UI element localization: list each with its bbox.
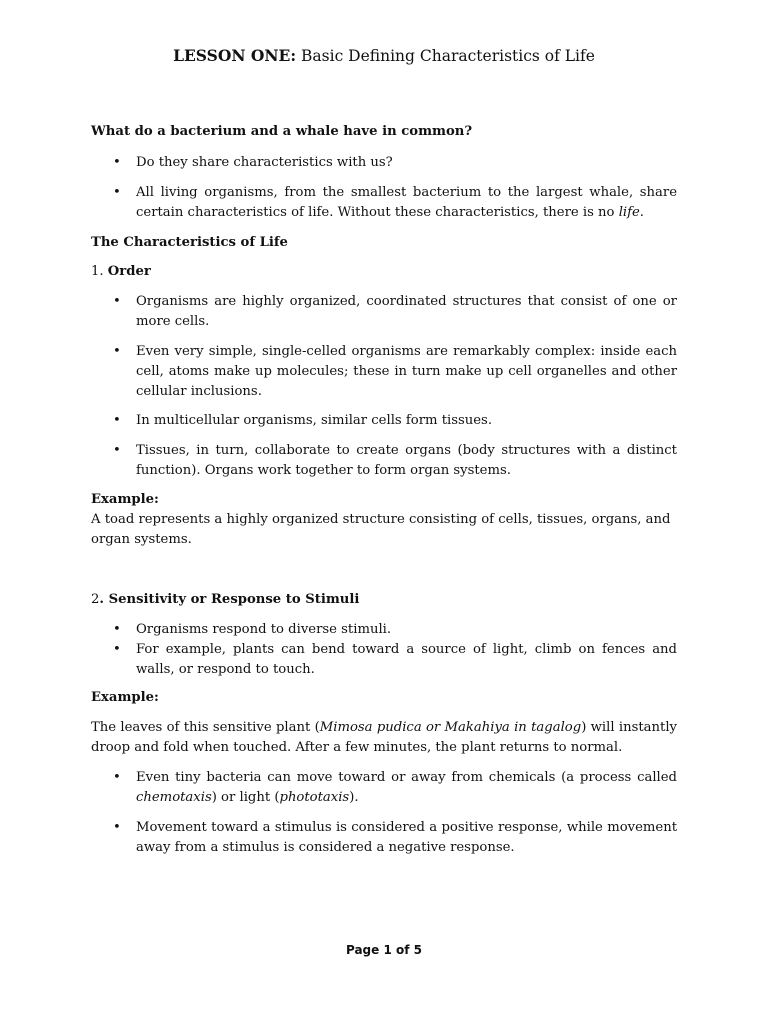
of-word: of	[391, 943, 414, 957]
section-heading-characteristics: The Characteristics of Life	[91, 235, 288, 250]
bullet-glyph: •	[113, 443, 121, 458]
bullet-glyph: •	[113, 294, 121, 309]
section-title: Order	[107, 264, 151, 279]
bullet-glyph: •	[113, 185, 121, 200]
bullet-text-mid: ) or light (	[211, 790, 280, 805]
bullet-text: Even very simple, single-celled organisms are remarkably complex: inside each cell, atoms make up molecules; these in turn make up cell organelles and other cellular inclusions.	[136, 344, 677, 399]
bullet-text: Do they share characteristics with us?	[136, 155, 393, 170]
lesson-title-text: Basic Defining Characteristics of Life	[296, 47, 595, 65]
bullet-glyph: •	[113, 622, 121, 637]
bullet-glyph: •	[113, 344, 121, 359]
page-word: Page	[345, 943, 384, 957]
life-word: life.	[618, 205, 645, 220]
bullet-text	[136, 768, 677, 808]
example-text: A toad represents a highly organized structure consisting of cells, tissues, organs, and organ systems.	[91, 512, 671, 547]
section-title: . Sensitivity or Response to Stimuli	[99, 592, 360, 607]
example-text-pre: The leaves of this sensitive plant (	[91, 720, 320, 735]
bullet-glyph: •	[113, 770, 121, 785]
bullet-text: In multicellular organisms, similar cells form tissues.	[136, 413, 493, 428]
section-number: 2	[91, 592, 100, 607]
term-phototaxis: phototaxis	[279, 790, 350, 805]
bullet-glyph: •	[113, 642, 121, 657]
bullet-text: For example, plants can bend toward a source of light, climb on fences and walls, or respond to touch.	[136, 642, 677, 677]
bullet-glyph: •	[113, 413, 121, 428]
bullet-glyph: •	[113, 820, 121, 835]
bullet-text-pre: Even tiny bacteria can move toward or away from chemicals (a process called	[136, 770, 677, 785]
page-footer	[0, 943, 768, 957]
species-name: Mimosa pudica or Makahiya in tagalog	[319, 720, 582, 735]
term-chemotaxis: chemotaxis	[136, 790, 212, 805]
bullet-text: Movement toward a stimulus is considered a positive response, while movement away from a stimulus is considered a negative response.	[136, 820, 677, 855]
section-heading-sensitivity	[91, 590, 677, 610]
bullet-glyph: •	[113, 155, 121, 170]
bullet-text	[136, 183, 677, 223]
example-text-post: ) will instantly droop and fold when touched. After a few minutes, the plant returns to normal.	[91, 720, 677, 755]
example-text	[91, 718, 677, 758]
lesson-title-prefix: LESSON ONE:	[173, 46, 297, 65]
example-label: Example:	[91, 690, 159, 705]
page-number: 1	[383, 943, 392, 957]
bullet-text: Organisms respond to diverse stimuli.	[136, 622, 392, 637]
intro-question: What do a bacterium and a whale have in common?	[91, 124, 473, 139]
bullet-text: Organisms are highly organized, coordinated structures that consist of one or more cells.	[136, 294, 677, 329]
lesson-title	[0, 46, 768, 65]
section-number: 1.	[91, 264, 108, 279]
bullet-text: Tissues, in turn, collaborate to create organs (body structures with a distinct function). Organs work together to form organ systems.	[136, 443, 677, 478]
example-label: Example:	[91, 492, 159, 507]
bullet-text-main: All living organisms, from the smallest bacterium to the largest whale, share certain characteristics of life. Without these characteristics, there is no	[136, 185, 677, 220]
section-heading-order	[91, 262, 677, 282]
bullet-text-post: ).	[349, 790, 359, 805]
page-total: 5	[413, 943, 423, 957]
